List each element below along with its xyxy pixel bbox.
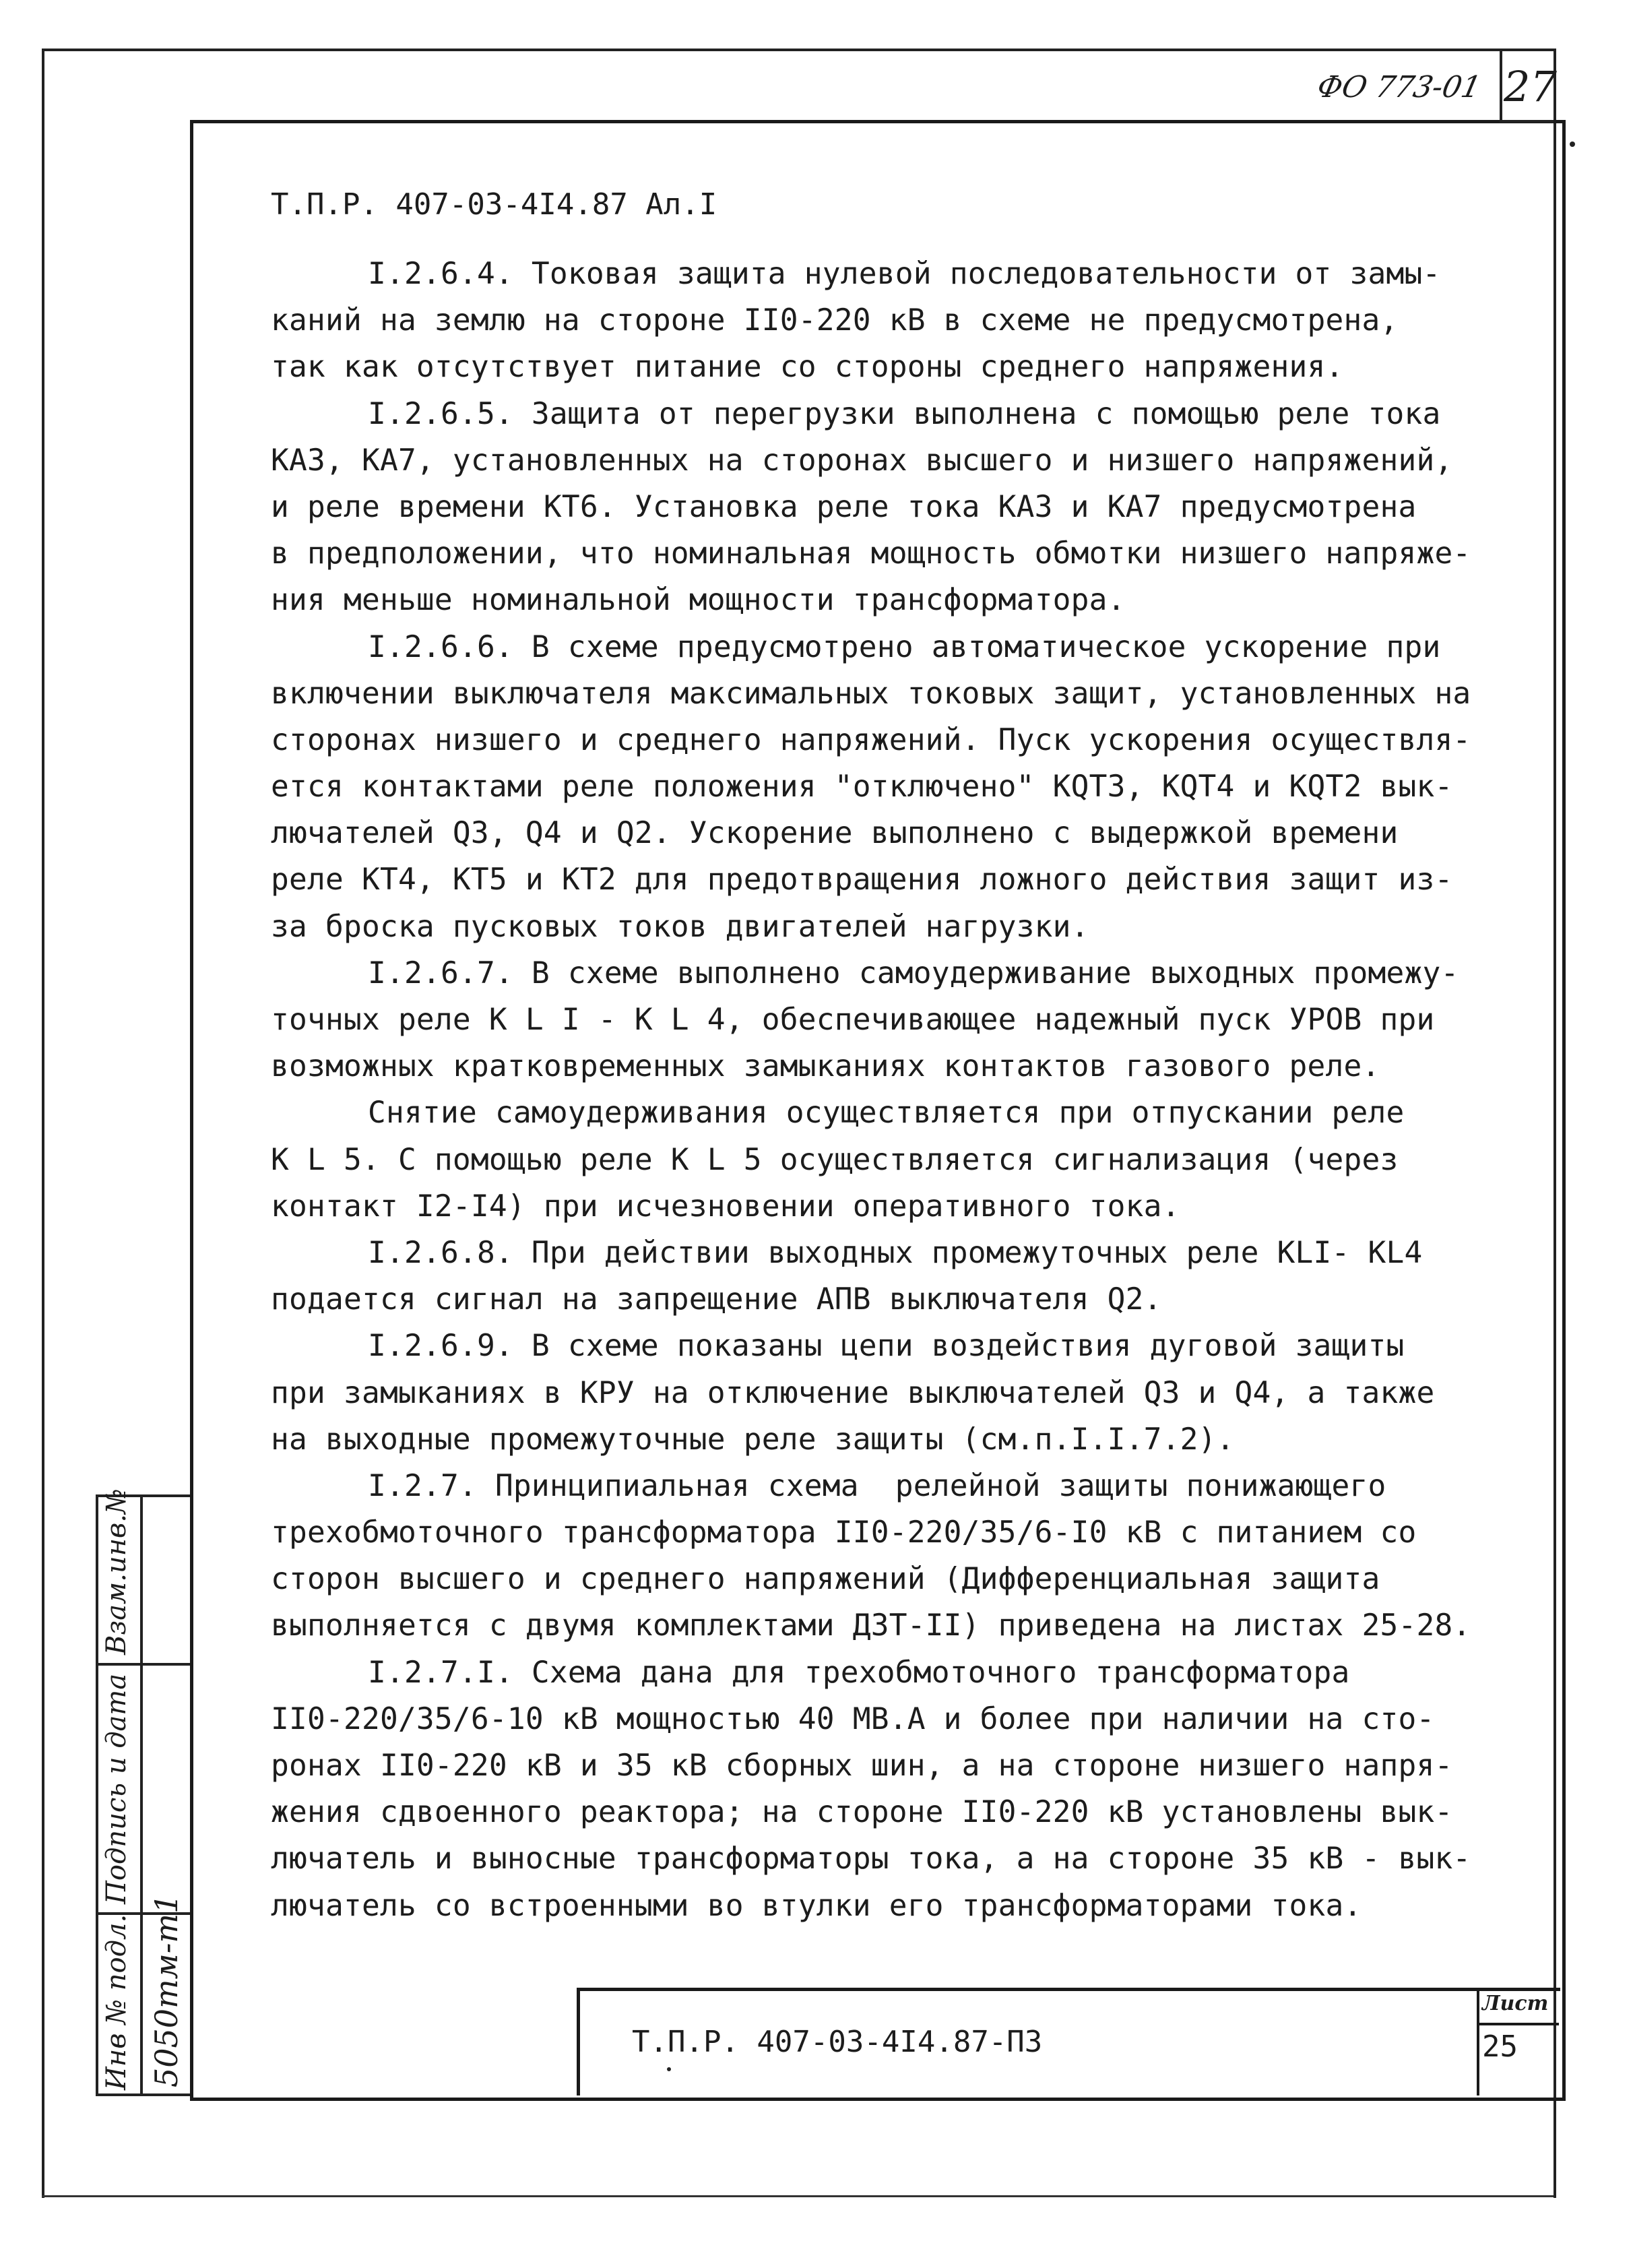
body-line: I.2.6.5. Защита от перегрузки выполнена с помощью реле тока: [368, 396, 1441, 431]
handwritten-archive-code: ФО 773-01: [1314, 70, 1484, 104]
body-line: I.2.6.6. В схеме предусмотрено автоматическое ускорение при: [368, 629, 1441, 664]
margin-dot: [667, 2067, 671, 2071]
body-line: так как отсутствует питание со стороны среднего напряжения.: [271, 350, 1344, 385]
stamp-divider: [96, 1663, 190, 1666]
body-line: трехобмоточного трансформатора II0-220/35/6-I0 кВ с питанием со: [271, 1515, 1417, 1550]
stamp-label-signature-date: Подпись и дата: [101, 1673, 132, 1904]
body-line: II0-220/35/6-10 кВ мощностью 40 МВ.А и более при наличии на сто-: [271, 1701, 1435, 1736]
document-body: [271, 251, 1544, 1929]
body-line: жения сдвоенного реактора; на стороне II0-220 кВ установлены вык-: [271, 1795, 1453, 1830]
body-line: лючатель и выносные трансформаторы тока, а на стороне 35 кВ - вык-: [271, 1841, 1471, 1877]
body-line: реле КТ4, КТ5 и КТ2 для предотвращения ложного действия защит из-: [271, 862, 1453, 897]
body-line: лючателей Q3, Q4 и Q2. Ускорение выполнено с выдержкой времени: [271, 816, 1399, 851]
body-line: за броска пусковых токов двигателей нагрузки.: [271, 909, 1089, 944]
title-block-doc-code: Т.П.Р. 407-03-4I4.87-ПЗ: [632, 2025, 1043, 2059]
body-line: ния меньше номинальной мощности трансформатора.: [271, 583, 1126, 618]
body-line: возможных кратковременных замыканиях контактов газового реле.: [271, 1049, 1380, 1084]
body-line: при замыканиях в КРУ на отключение выключателей Q3 и Q4, а также: [271, 1375, 1435, 1410]
body-line: лючатель со встроенными во втулки его трансформаторами тока.: [271, 1888, 1362, 1923]
stamp-label-vzam-inv: Взам.инв.№: [101, 1488, 132, 1655]
body-line: I.2.6.4. Токовая защита нулевой последовательности от замы-: [368, 257, 1441, 291]
sheet-label: Лист: [1482, 1992, 1549, 2015]
body-line: I.2.7.I. Схема дана для трехобмоточного трансформатора: [368, 1655, 1350, 1690]
body-line: включении выключателя максимальных токовых защит, установленных на: [271, 676, 1471, 711]
outer-frame-bottom-line: [42, 2195, 1554, 2197]
body-line: КАЗ, КА7, установленных на сторонах высшего и низшего напряжений,: [271, 443, 1453, 478]
body-line: сторон высшего и среднего напряжений (Дифференциальная защита: [271, 1562, 1380, 1597]
body-line: I.2.6.7. В схеме выполнено самоудерживание выходных промежу-: [368, 955, 1459, 990]
body-line: точных реле K L I - K L 4, обеспечивающее надежный пуск УРОВ при: [271, 1003, 1435, 1037]
body-line: выполняется с двумя комплектами ДЗТ-II) приведена на листах 25-28.: [271, 1608, 1471, 1643]
body-line: сторонах низшего и среднего напряжений. Пуск ускорения осуществля-: [271, 722, 1471, 757]
body-line: I.2.6.8. При действии выходных промежуточных реле KLI- KL4: [368, 1235, 1423, 1270]
body-line: K L 5. С помощью реле K L 5 осуществляется сигнализация (через: [271, 1142, 1399, 1177]
body-line: на выходные промежуточные реле защиты (см.п.I.I.7.2).: [271, 1422, 1235, 1457]
sheet-number-divider: [1477, 2023, 1559, 2025]
document-header-code: Т.П.Р. 407-03-4I4.87 Ал.I: [271, 187, 717, 222]
sheet-number: 25: [1482, 2029, 1518, 2064]
body-line: ется контактами реле положения "отключено" KQT3, KQT4 и KQT2 вык-: [271, 769, 1453, 805]
stamp-inv-value: 5050тм-т1: [148, 1893, 185, 2087]
margin-dot: [1570, 141, 1575, 147]
body-line: подается сигнал на запрещение АПВ выключателя Q2.: [271, 1282, 1162, 1317]
body-line: и реле времени КТ6. Установка реле тока КАЗ и КА7 предусмотрена: [271, 489, 1417, 524]
body-line: ронах II0-220 кВ и 35 кВ сборных шин, а на стороне низшего напря-: [271, 1749, 1453, 1783]
page-number: 27: [1504, 62, 1557, 111]
body-line: I.2.6.9. В схеме показаны цепи воздействия дуговой защиты: [368, 1329, 1405, 1364]
body-line: каний на землю на стороне II0-220 кВ в схеме не предусмотрена,: [271, 303, 1399, 338]
body-line: контакт I2-I4) при исчезновении оперативного тока.: [271, 1189, 1180, 1224]
body-line: I.2.7. Принципиальная схема релейной защиты понижающего: [368, 1468, 1386, 1503]
stamp-label-inv-podl: Инв № подл.: [101, 1914, 132, 2090]
body-line: Снятие самоудерживания осуществляется при отпускании реле: [368, 1096, 1405, 1131]
body-line: в предположении, что номинальная мощность обмотки низшего напряже-: [271, 536, 1471, 571]
